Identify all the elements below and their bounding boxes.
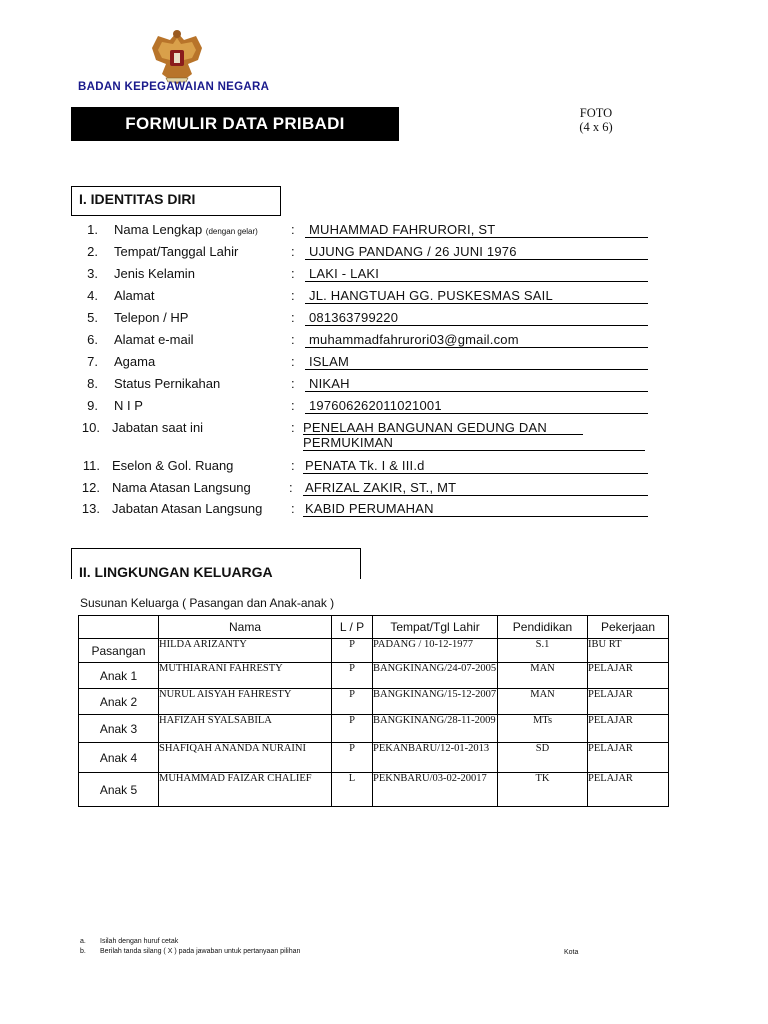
field-colon: : <box>291 420 295 435</box>
field-label-note: (dengan gelar) <box>205 227 258 236</box>
footer-note-a <box>80 938 179 945</box>
section-keluarga-title: II. LINGKUNGAN KELUARGA <box>71 548 361 579</box>
photo-label: FOTO <box>579 106 613 120</box>
field-label-text: Agama <box>114 354 156 369</box>
field-number: 6. <box>87 332 98 347</box>
field-underline <box>303 450 645 451</box>
field-underline <box>303 516 648 517</box>
field-colon: : <box>291 222 295 237</box>
field-label-text: Nama Atasan Langsung <box>112 480 251 495</box>
footer-mark-a: a. <box>80 938 86 945</box>
family-relation: Anak 5 <box>79 773 159 807</box>
field-colon: : <box>291 458 295 473</box>
field-underline <box>305 391 648 392</box>
field-value: 197606262011021001 <box>309 398 442 413</box>
photo-placeholder <box>556 106 636 134</box>
family-education: TK <box>498 773 588 807</box>
field-label-text: Jabatan Atasan Langsung <box>112 501 263 516</box>
field-label <box>114 288 154 303</box>
header-pendidikan: Pendidikan <box>498 616 588 639</box>
field-number: 10. <box>81 420 100 435</box>
family-row <box>79 715 669 743</box>
family-gender: P <box>332 743 373 773</box>
footer-note-b <box>80 948 301 955</box>
field-number: 9. <box>87 398 98 413</box>
family-occupation: PELAJAR <box>588 715 669 743</box>
field-value: PENATA Tk. I & III.d <box>305 458 425 473</box>
field-underline <box>305 237 648 238</box>
family-occupation: IBU RT <box>588 639 669 663</box>
header-pekerjaan: Pekerjaan <box>588 616 669 639</box>
header-empty <box>79 616 159 639</box>
field-label <box>112 480 251 495</box>
family-birth: PADANG / 10-12-1977 <box>373 639 498 663</box>
field-label-text: Alamat e-mail <box>114 332 194 347</box>
field-label <box>114 266 195 281</box>
footer-text-b: Berilah tanda silang ( X ) pada jawaban untuk pertanyaan pilihan <box>100 948 301 955</box>
family-birth: PEKNBARU/03-02-20017 <box>373 773 498 807</box>
field-value: 081363799220 <box>309 310 399 325</box>
family-gender: P <box>332 639 373 663</box>
footer-mark-b: b. <box>80 948 86 955</box>
field-number: 7. <box>87 354 98 369</box>
field-number: 11. <box>82 458 100 473</box>
field-underline <box>305 303 648 304</box>
field-colon: : <box>291 376 295 391</box>
family-occupation: PELAJAR <box>588 689 669 715</box>
field-label <box>114 244 238 259</box>
family-row <box>79 663 669 689</box>
field-value: LAKI - LAKI <box>309 266 380 281</box>
footer-kota: Kota <box>564 949 579 956</box>
field-value: AFRIZAL ZAKIR, ST., MT <box>305 480 457 495</box>
field-value: MUHAMMAD FAHRURORI, ST <box>309 222 496 237</box>
field-number: 8. <box>87 376 98 391</box>
family-row <box>79 689 669 715</box>
family-relation: Anak 4 <box>79 743 159 773</box>
family-occupation: PELAJAR <box>588 663 669 689</box>
garuda-emblem <box>148 26 206 86</box>
field-colon: : <box>291 288 295 303</box>
family-subtitle: Susunan Keluarga ( Pasangan dan Anak-anak ) <box>80 596 335 610</box>
field-label-text: N I P <box>114 398 143 413</box>
header-lp: L / P <box>332 616 373 639</box>
field-label-text: Status Pernikahan <box>114 376 221 391</box>
field-number: 1. <box>87 222 98 237</box>
family-name: NURUL AISYAH FAHRESTY <box>159 689 332 715</box>
family-occupation: PELAJAR <box>588 773 669 807</box>
field-value-line2: PERMUKIMAN <box>303 435 394 450</box>
field-label <box>114 354 155 369</box>
family-birth: BANGKINANG/15-12-2007 <box>373 689 498 715</box>
family-row <box>79 743 669 773</box>
field-underline <box>305 413 648 414</box>
family-occupation: PELAJAR <box>588 743 669 773</box>
field-value: ISLAM <box>309 354 350 369</box>
field-label-text: Eselon & Gol. Ruang <box>112 458 234 473</box>
family-education: S.1 <box>498 639 588 663</box>
field-label-text: Jabatan saat ini <box>112 420 204 435</box>
field-underline <box>305 325 648 326</box>
form-title: FORMULIR DATA PRIBADI <box>71 107 399 141</box>
field-value: KABID PERUMAHAN <box>305 501 434 516</box>
field-label <box>114 398 143 413</box>
family-row <box>79 773 669 807</box>
field-label <box>112 420 203 435</box>
agency-name: BADAN KEPEGAWAIAN NEGARA <box>78 81 270 93</box>
field-colon: : <box>289 480 293 495</box>
field-label <box>112 501 262 516</box>
field-underline <box>305 259 648 260</box>
family-name: SHAFIQAH ANANDA NURAINI <box>159 743 332 773</box>
family-education: MAN <box>498 689 588 715</box>
family-education: MAN <box>498 663 588 689</box>
family-birth: BANGKINANG/28-11-2009 <box>373 715 498 743</box>
field-label-text: Tempat/Tanggal Lahir <box>114 244 239 259</box>
family-education: SD <box>498 743 588 773</box>
family-table <box>78 615 669 807</box>
photo-size: (4 x 6) <box>579 120 613 134</box>
family-relation: Anak 2 <box>79 689 159 715</box>
field-value: muhammadfahrurori03@gmail.com <box>309 332 519 347</box>
family-birth: PEKANBARU/12-01-2013 <box>373 743 498 773</box>
header-ttl: Tempat/Tgl Lahir <box>373 616 498 639</box>
field-label <box>114 222 258 237</box>
field-value: PENELAAH BANGUNAN GEDUNG DAN <box>303 420 547 435</box>
family-relation: Anak 3 <box>79 715 159 743</box>
field-colon: : <box>291 266 295 281</box>
field-value: UJUNG PANDANG / 26 JUNI 1976 <box>309 244 517 259</box>
family-gender: P <box>332 715 373 743</box>
field-number: 13. <box>81 501 100 516</box>
field-label <box>114 310 188 325</box>
field-number: 2. <box>87 244 98 259</box>
field-label <box>112 458 233 473</box>
field-colon: : <box>291 244 295 259</box>
field-underline <box>305 347 648 348</box>
family-birth: BANGKINANG/24-07-2005 <box>373 663 498 689</box>
field-colon: : <box>291 310 295 325</box>
field-colon: : <box>291 332 295 347</box>
field-underline <box>305 369 648 370</box>
field-colon: : <box>291 354 295 369</box>
family-education: MTs <box>498 715 588 743</box>
field-colon: : <box>291 501 295 516</box>
field-number: 4. <box>87 288 98 303</box>
family-relation: Anak 1 <box>79 663 159 689</box>
field-number: 3. <box>87 266 98 281</box>
family-relation: Pasangan <box>79 639 159 663</box>
field-label-text: Jenis Kelamin <box>114 266 195 281</box>
field-label-text: Telepon / HP <box>114 310 189 325</box>
family-name: MUHAMMAD FAIZAR CHALIEF <box>159 773 332 807</box>
family-gender: L <box>332 773 373 807</box>
family-gender: P <box>332 663 373 689</box>
field-number: 5. <box>87 310 98 325</box>
field-value: JL. HANGTUAH GG. PUSKESMAS SAIL <box>309 288 553 303</box>
section-identitas-title: I. IDENTITAS DIRI <box>71 186 281 216</box>
field-label-text: Alamat <box>114 288 155 303</box>
family-name: MUTHIARANI FAHRESTY <box>159 663 332 689</box>
field-colon: : <box>291 398 295 413</box>
family-table-header <box>79 616 669 639</box>
field-underline <box>303 495 648 496</box>
field-label-text: Nama Lengkap <box>114 222 203 237</box>
family-name: HAFIZAH SYALSABILA <box>159 715 332 743</box>
family-name: HILDA ARIZANTY <box>159 639 332 663</box>
family-gender: P <box>332 689 373 715</box>
header-nama: Nama <box>159 616 332 639</box>
family-row <box>79 639 669 663</box>
field-underline <box>305 281 648 282</box>
field-label <box>114 332 193 347</box>
footer-text-a: Isilah dengan huruf cetak <box>100 938 179 945</box>
field-label <box>114 376 220 391</box>
field-value: NIKAH <box>309 376 350 391</box>
field-number: 12. <box>81 480 100 495</box>
field-underline <box>303 473 648 474</box>
